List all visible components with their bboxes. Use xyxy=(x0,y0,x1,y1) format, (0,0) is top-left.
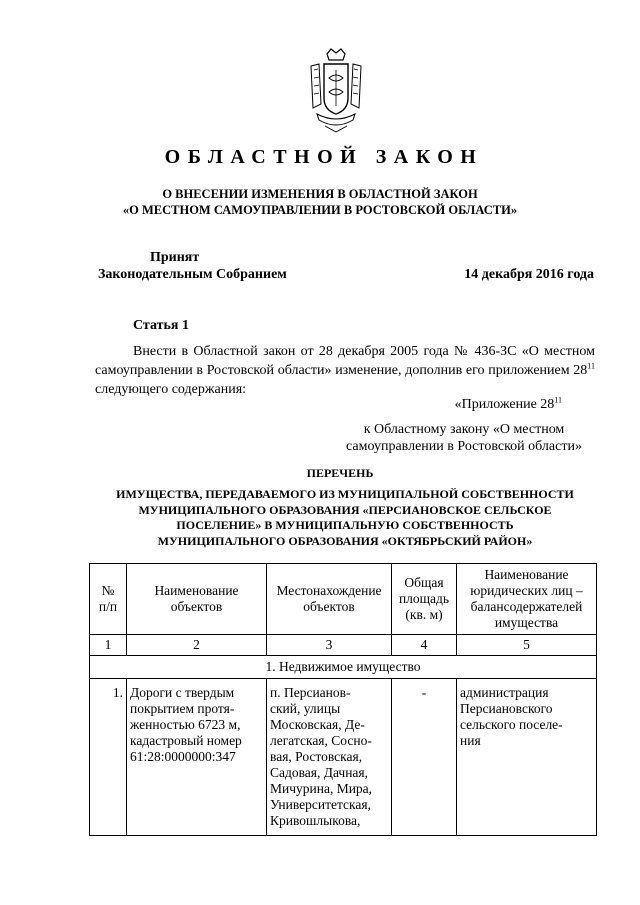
property-table xyxy=(89,563,597,836)
cell-line: ния xyxy=(460,733,481,748)
header-location xyxy=(267,564,392,635)
table-header-row xyxy=(90,564,597,635)
header-line: имущества xyxy=(494,615,559,630)
appendix-label-superscript: 11 xyxy=(554,395,562,405)
document-title: ОБЛАСТНОЙ ЗАКОН xyxy=(164,146,484,168)
list-subject-line: МУНИЦИПАЛЬНОГО ОБРАЗОВАНИЯ «ОКТЯБРЬСКИЙ РАЙОН» xyxy=(157,533,533,548)
header-line: п/п xyxy=(98,599,118,614)
appendix-reference-line: самоуправлении в Ростовской области» xyxy=(346,439,582,454)
adopted-word: Принят xyxy=(150,250,200,265)
column-number: 4 xyxy=(392,635,457,656)
cell-line: вая, Ростовская, xyxy=(270,749,363,764)
document-subtitle xyxy=(0,186,640,218)
header-balance-holder xyxy=(457,564,597,635)
list-subject-line: МУНИЦИПАЛЬНОГО ОБРАЗОВАНИЯ «ПЕРСИАНОВСКОЕ СЕЛЬСКОЕ xyxy=(138,502,552,517)
cell-line: Дороги с твердым xyxy=(130,685,235,700)
cell-line: ский, улицы xyxy=(270,701,341,716)
column-number: 1 xyxy=(90,635,127,656)
row-number: 1. xyxy=(90,679,127,836)
article-body-tail: следующего содержания: xyxy=(95,382,247,397)
cell-line: п. Персианов- xyxy=(270,685,351,700)
article-body xyxy=(95,342,595,399)
header-line: Местонахождение xyxy=(276,583,382,598)
cell-line: Университетская, xyxy=(270,797,371,812)
header-line: юридических лиц – xyxy=(470,583,583,598)
section-title: 1. Недвижимое имущество xyxy=(90,656,597,679)
row-location xyxy=(267,679,392,836)
cell-line: Персиановского xyxy=(460,701,553,716)
article-heading: Статья 1 xyxy=(133,318,189,333)
header-line: балансодержателей xyxy=(470,599,583,614)
row-object-name xyxy=(127,679,267,836)
adopted-date: 14 декабря 2016 года xyxy=(464,267,594,282)
header-line: Наименование xyxy=(484,567,569,582)
row-area: - xyxy=(392,679,457,836)
cell-line: покрытием протя- xyxy=(130,701,235,716)
appendix-label-text: «Приложение 28 xyxy=(454,397,555,412)
header-line: Наименование xyxy=(154,583,239,598)
header-object-name xyxy=(127,564,267,635)
adopted-by: Законодательным Собранием xyxy=(98,267,287,282)
subtitle-line: «О МЕСТНОМ САМОУПРАВЛЕНИИ В РОСТОВСКОЙ ОБЛАСТИ» xyxy=(122,203,518,217)
table-row xyxy=(90,679,597,836)
article-body-superscript: 11 xyxy=(587,361,595,371)
cell-line: Московская, Де- xyxy=(270,717,365,732)
column-number: 3 xyxy=(267,635,392,656)
list-subject xyxy=(95,487,595,549)
appendix-reference-line: к Областному закону «О местном xyxy=(363,422,565,437)
list-subject-line: ПОСЕЛЕНИЕ» В МУНИЦИПАЛЬНУЮ СОБСТВЕННОСТЬ xyxy=(176,518,514,532)
article-body-main: Внести в Областной закон от 28 декабря 2005 года № 436-ЗС «О местном самоуправлении в Ростовской области» изменение, дополнив его приложением 28 xyxy=(95,344,595,378)
list-heading: ПЕРЕЧЕНЬ xyxy=(306,466,374,480)
header-line: объектов xyxy=(170,599,223,614)
cell-line: Кривошлыкова, xyxy=(270,813,361,828)
header-area xyxy=(392,564,457,635)
cell-line: женностью 6723 м, xyxy=(130,717,241,732)
header-line: площадь xyxy=(398,591,450,606)
header-line: Общая xyxy=(404,575,444,590)
cell-line: администрация xyxy=(460,685,549,700)
header-line: № xyxy=(101,583,115,598)
cell-line: легатская, Сосно- xyxy=(270,733,372,748)
cell-line: сельского поселе- xyxy=(460,717,563,732)
column-number: 2 xyxy=(127,635,267,656)
subtitle-line: О ВНЕСЕНИИ ИЗМЕНЕНИЯ В ОБЛАСТНОЙ ЗАКОН xyxy=(162,187,478,201)
coat-of-arms-icon xyxy=(305,48,367,134)
appendix-reference xyxy=(334,421,594,455)
cell-line: Садовая, Дачная, xyxy=(270,765,369,780)
appendix-label xyxy=(455,397,562,413)
row-balance-holder xyxy=(457,679,597,836)
list-subject-line: ИМУЩЕСТВА, ПЕРЕДАВАЕМОГО ИЗ МУНИЦИПАЛЬНОЙ СОБСТВЕННОСТИ xyxy=(116,487,574,501)
column-number: 5 xyxy=(457,635,597,656)
cell-line: Мичурина, Мира, xyxy=(270,781,373,796)
header-line: (кв. м) xyxy=(405,607,443,622)
section-row xyxy=(90,656,597,679)
column-number-row xyxy=(90,635,597,656)
cell-line: кадастровый номер xyxy=(130,733,242,748)
header-line: объектов xyxy=(303,599,355,614)
cell-line: 61:28:0000000:347 xyxy=(130,749,236,764)
header-number xyxy=(90,564,127,635)
